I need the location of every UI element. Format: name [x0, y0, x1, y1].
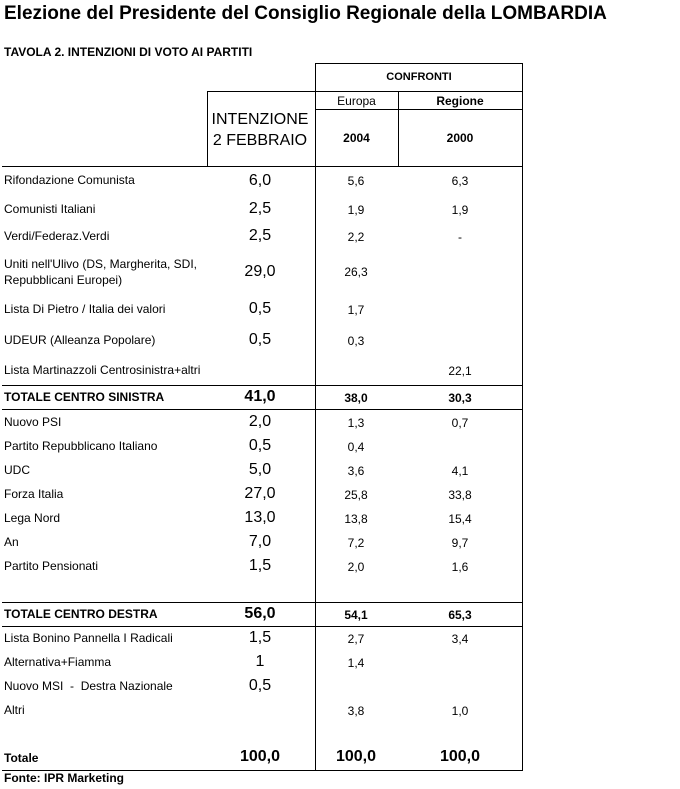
cell-intenzione: 2,5 — [248, 200, 272, 217]
cell-europa: 0,4 — [347, 440, 365, 454]
row-label: TOTALE CENTRO DESTRA — [4, 607, 158, 621]
row-label: Lista Martinazzoli Centrosinistra+altri — [4, 363, 201, 377]
cell-europa: 7,2 — [347, 536, 365, 550]
cell-intenzione: 1,5 — [248, 557, 272, 574]
cell-europa: 25,8 — [344, 488, 368, 502]
cell-regione: 100,0 — [439, 748, 481, 765]
cell-regione: 0,7 — [451, 416, 469, 430]
cell-intenzione: 0,5 — [248, 331, 272, 348]
row-label: Nuovo MSI - Destra Nazionale — [4, 679, 173, 693]
row-label: Verdi/Federaz.Verdi — [4, 229, 110, 243]
cell-intenzione: 13,0 — [244, 509, 276, 526]
table-subtitle: TAVOLA 2. INTENZIONI DI VOTO AI PARTITI — [4, 45, 253, 59]
cell-intenzione: 7,0 — [248, 533, 272, 550]
header-europa: Europa — [337, 94, 376, 108]
cell-europa: 13,8 — [344, 512, 368, 526]
header-confronti: CONFRONTI — [386, 71, 452, 83]
cell-intenzione: 6,0 — [248, 172, 272, 189]
cell-regione: - — [458, 230, 462, 244]
header-regione: Regione — [436, 94, 484, 108]
row-label: UDEUR (Alleanza Popolare) — [4, 333, 156, 347]
row-label: Altri — [4, 703, 25, 717]
cell-regione: 15,4 — [448, 512, 472, 526]
cell-regione: 1,0 — [451, 704, 469, 718]
cell-regione: 1,9 — [451, 203, 469, 217]
row-label: An — [4, 535, 19, 549]
cell-europa: 54,1 — [344, 608, 368, 622]
cell-europa: 38,0 — [344, 391, 368, 405]
cell-europa: 1,9 — [347, 203, 365, 217]
source-note: Fonte: IPR Marketing — [4, 771, 125, 785]
cell-europa: 1,3 — [347, 416, 365, 430]
cell-europa: 5,6 — [347, 174, 365, 188]
header-year-europa: 2004 — [343, 131, 370, 145]
row-label: TOTALE CENTRO SINISTRA — [4, 390, 165, 404]
row-label: Comunisti Italiani — [4, 202, 96, 216]
cell-europa: 1,4 — [347, 656, 365, 670]
cell-intenzione: 5,0 — [248, 461, 272, 478]
cell-europa: 3,8 — [347, 704, 365, 718]
cell-regione: 4,1 — [451, 464, 469, 478]
cell-intenzione: 2,0 — [248, 413, 272, 430]
cell-intenzione: 27,0 — [244, 485, 276, 502]
cell-regione: 33,8 — [448, 488, 472, 502]
cell-intenzione: 41,0 — [244, 388, 276, 405]
cell-regione: 22,1 — [448, 364, 472, 378]
cell-intenzione: 1,5 — [248, 629, 272, 646]
cell-intenzione: 29,0 — [244, 263, 276, 280]
cell-regione: 3,4 — [451, 632, 469, 646]
cell-intenzione: 0,5 — [248, 300, 272, 317]
cell-europa: 100,0 — [335, 748, 377, 765]
row-label: Uniti nell'Ulivo (DS, Margherita, SDI, Repubblicani Europei) — [4, 257, 198, 287]
cell-europa: 2,0 — [347, 560, 365, 574]
row-label: Lista Bonino Pannella I Radicali — [4, 631, 173, 645]
row-label: Nuovo PSI — [4, 415, 62, 429]
cell-europa: 3,6 — [347, 464, 365, 478]
cell-regione: 65,3 — [448, 608, 472, 622]
cell-intenzione: 56,0 — [244, 605, 276, 622]
row-label: Lista Di Pietro / Italia dei valori — [4, 302, 166, 316]
row-label: Totale — [4, 751, 39, 765]
row-label: Rifondazione Comunista — [4, 173, 135, 187]
row-label: Partito Repubblicano Italiano — [4, 439, 158, 453]
row-label: Lega Nord — [4, 511, 61, 525]
header-intenzione: INTENZIONE 2 FEBBRAIO — [211, 111, 309, 149]
cell-intenzione: 0,5 — [248, 437, 272, 454]
row-label: Forza Italia — [4, 487, 64, 501]
cell-intenzione: 100,0 — [239, 748, 281, 765]
row-label: UDC — [4, 463, 30, 477]
cell-europa: 26,3 — [344, 265, 368, 279]
cell-europa: 2,7 — [347, 632, 365, 646]
cell-regione: 9,7 — [451, 536, 469, 550]
cell-regione: 6,3 — [451, 174, 469, 188]
cell-intenzione: 0,5 — [248, 677, 272, 694]
cell-regione: 1,6 — [451, 560, 469, 574]
cell-europa: 1,7 — [347, 303, 365, 317]
cell-regione: 30,3 — [448, 391, 472, 405]
header-year-regione: 2000 — [446, 131, 474, 145]
page-title: Elezione del Presidente del Consiglio Regionale della LOMBARDIA — [4, 3, 607, 24]
row-label: Partito Pensionati — [4, 559, 99, 573]
cell-europa: 2,2 — [347, 230, 365, 244]
row-label: Alternativa+Fiamma — [4, 655, 112, 669]
cell-intenzione: 2,5 — [248, 227, 272, 244]
cell-europa: 0,3 — [347, 334, 365, 348]
cell-intenzione: 1 — [255, 653, 265, 670]
